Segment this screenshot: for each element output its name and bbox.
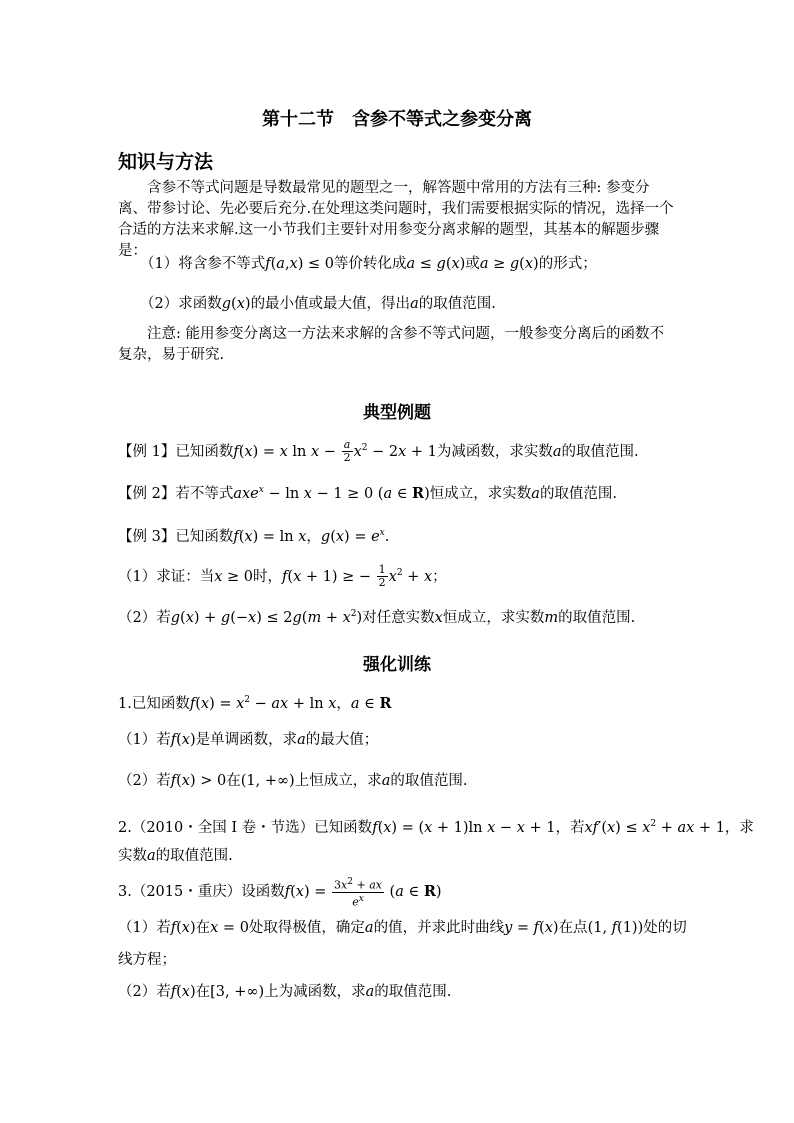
page-title: 第十二节 含参不等式之参变分离	[262, 109, 532, 130]
problem-1: 1.已知函数$f(x) = x^2$ − ax + ln x，a ∈ R	[118, 694, 392, 712]
example-1: 【例 1】已知函数f(x) = x ln x − $\frac{a}{2}$ $x^2 - 2x + 1$为减函数，求实数a的取值范围.	[118, 438, 639, 465]
problem-2: 2.（2010・全国 I 卷・节选）已知函数f(x) = (x + 1)ln x − x + 1，若$xf'(x) \le x^2$ + ax + 1，求	[118, 819, 754, 836]
problem-3: 3.（2015・重庆）设函数f(x) = $\frac{3x^2 + ax}{e^x}$ (a ∈ R)	[118, 877, 442, 909]
section-heading-knowledge: 知识与方法	[118, 151, 214, 173]
step-2: （2）求函数g(x)的最小值或最大值，得出a的取值范围.	[140, 296, 496, 312]
problem-2-continued: 实数a的取值范围.	[118, 848, 233, 864]
section-heading-examples: 典型例题	[363, 403, 431, 423]
step-1: （1）将含参不等式f(a,x) ≤ 0等价转化成a ≤ g(x)或a ≥ g(x)的形式；	[140, 256, 597, 272]
example-3-part-2: （2）若$g(x) + g(-x) \le 2g(m + x^2)$对任意实数x恒成立，求实数m的取值范围.	[118, 609, 636, 626]
note-paragraph: 注意: 能用参变分离这一方法来求解的含参不等式问题，一般参变分离后的函数不复杂，易于研究.	[118, 326, 664, 363]
problem-3-part-1: （1）若f(x)在x = 0处取得极值，确定a的值，并求此时曲线y = f(x)在点(1, f(1))处的切	[118, 920, 687, 936]
intro-paragraph: 含参不等式问题是导数最常见的题型之一，解答题中常用的方法有三种: 参变分离、带参讨论、先必要后充分.在处理这类问题时，我们需要根据实际的情况，选择一个合适的方法来求解.这一小节我们主要针对用参变分离求解的题型，其基本的解题步骤是：	[118, 180, 674, 259]
example-3-part-1: （1）求证：当x ≥ 0时，f(x + 1) ≥ − $\frac{1}{2}$ $x^2 + x$；	[118, 563, 447, 590]
problem-1-part-1: （1）若f(x)是单调函数，求a的最大值；	[118, 732, 379, 748]
problem-3-part-2: （2）若f(x)在[3, +∞)上为减函数，求a的取值范围.	[118, 984, 452, 1000]
example-3: 【例 3】已知函数f(x) = ln x，$g(x) = e^x$.	[118, 528, 390, 545]
section-heading-practice: 强化训练	[363, 655, 431, 675]
problem-3-part-1-continued: 线方程；	[118, 952, 176, 968]
problem-1-part-2: （2）若f(x) > 0在(1, +∞)上恒成立，求a的取值范围.	[118, 773, 468, 789]
example-2: 【例 2】若不等式axe$^x$ − ln x − 1 ≥ 0 (a ∈ R)恒成立，求实数a的取值范围.	[118, 484, 618, 502]
